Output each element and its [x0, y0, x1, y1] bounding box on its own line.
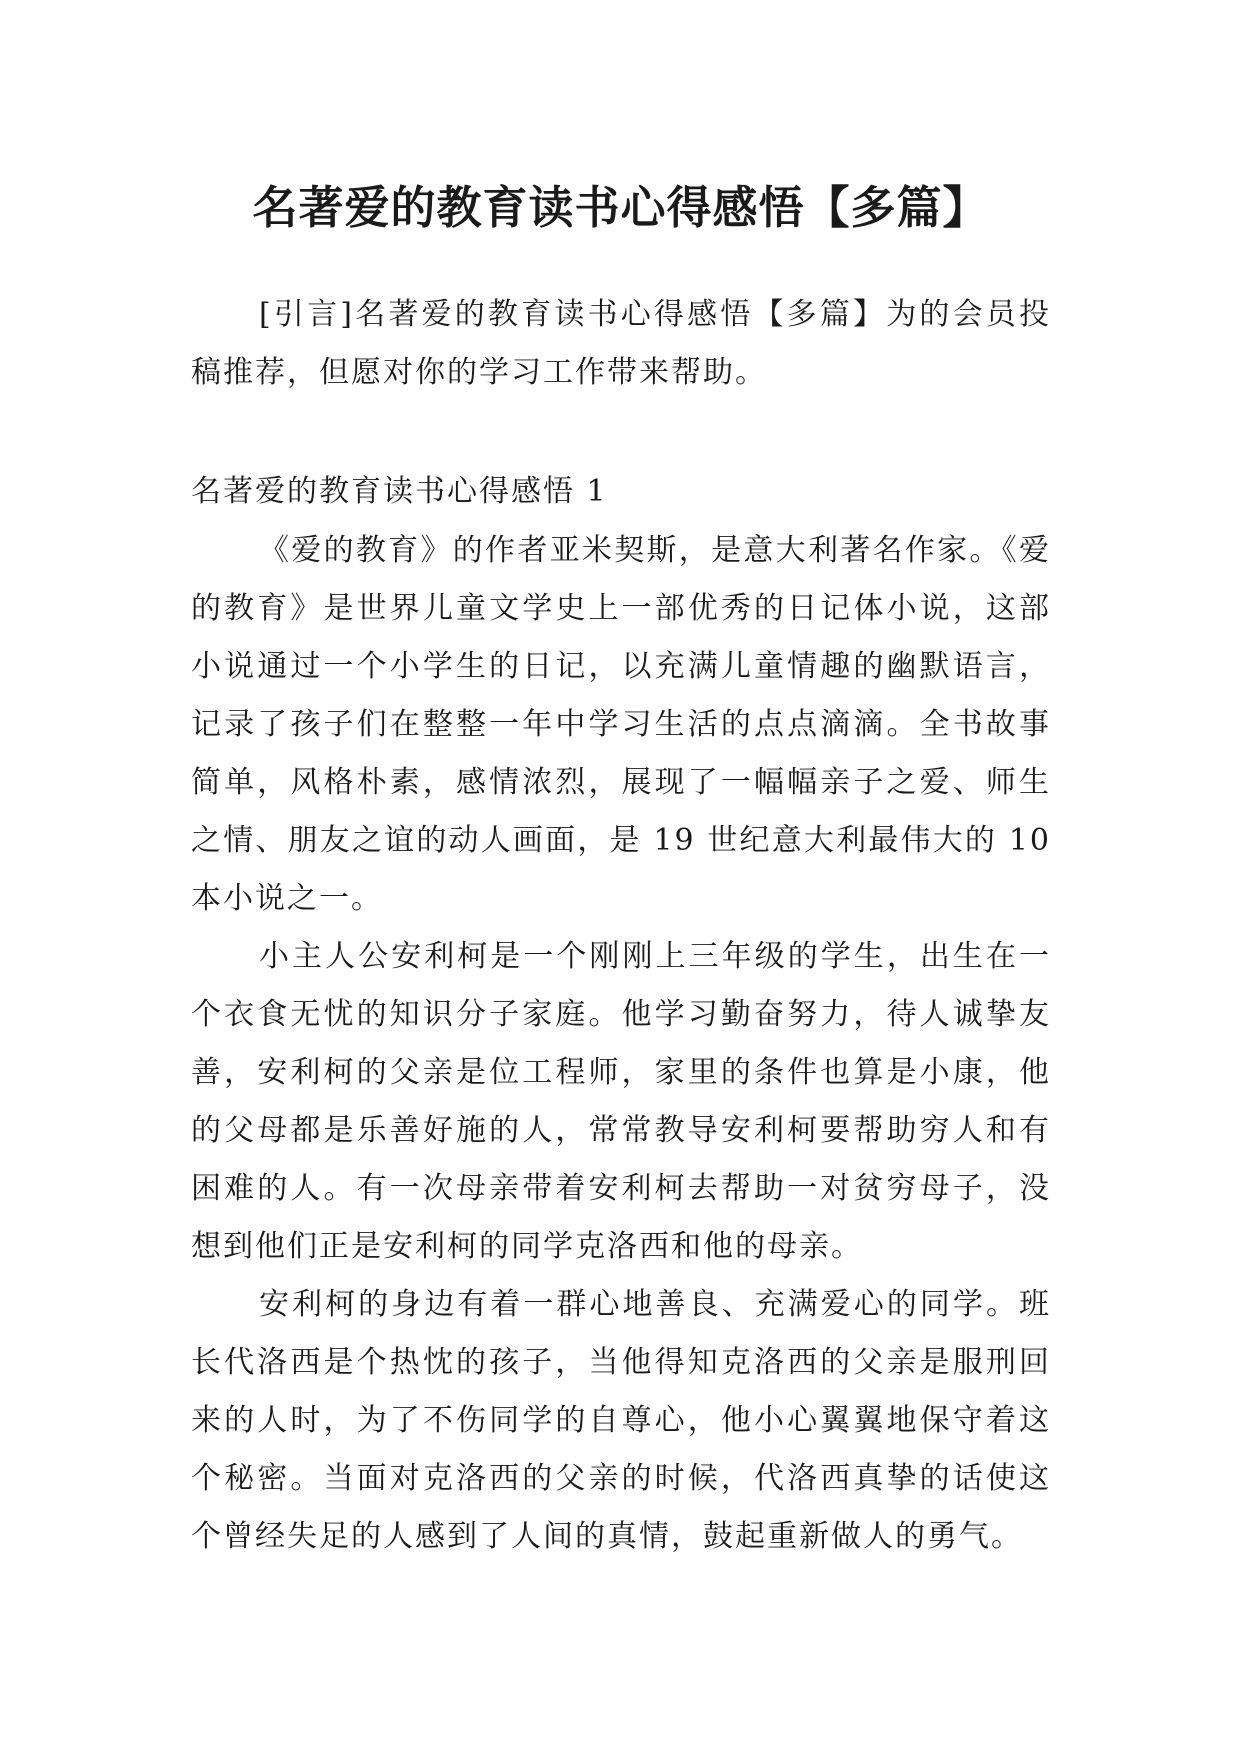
intro-paragraph: [引言]名著爱的教育读书心得感悟【多篇】为的会员投稿推荐，但愿对你的学习工作带来帮助。: [191, 297, 1051, 390]
body-paragraph-3: 安利柯的身边有着一群心地善良、充满爱心的同学。班长代洛西是个热忱的孩子，当他得知克洛西的父亲是服刑回来的人时，为了不伤同学的自尊心，他小心翼翼地保守着这个秘密。当面对克洛西的父亲的时候，代洛西真挚的话使这个曾经失足的人感到了人间的真情，鼓起重新做人的勇气。: [191, 1287, 1051, 1554]
document-title: 名著爱的教育读书心得感悟【多篇】: [252, 181, 989, 235]
body-paragraph-1: 《爱的教育》的作者亚米契斯，是意大利著名作家。《爱的教育》是世界儿童文学史上一部优秀的日记体小说，这部小说通过一个小学生的日记，以充满儿童情趣的幽默语言，记录了孩子们在整整一年中学习生活的点点滴滴。全书故事简单，风格朴素，感情浓烈，展现了一幅幅亲子之爱、师生之情、朋友之谊的动人画面，是 19 世纪意大利最伟大的 10 本小说之一。: [191, 533, 1051, 916]
body-paragraph-2: 小主人公安利柯是一个刚刚上三年级的学生，出生在一个衣食无忧的知识分子家庭。他学习勤奋努力，待人诚挚友善，安利柯的父亲是位工程师，家里的条件也算是小康，他的父母都是乐善好施的人，常常教导安利柯要帮助穷人和有困难的人。有一次母亲带着安利柯去帮助一对贫穷母子，没想到他们正是安利柯的同学克洛西和他的母亲。: [191, 939, 1051, 1264]
section-heading: 名著爱的教育读书心得感悟 1: [191, 474, 608, 509]
